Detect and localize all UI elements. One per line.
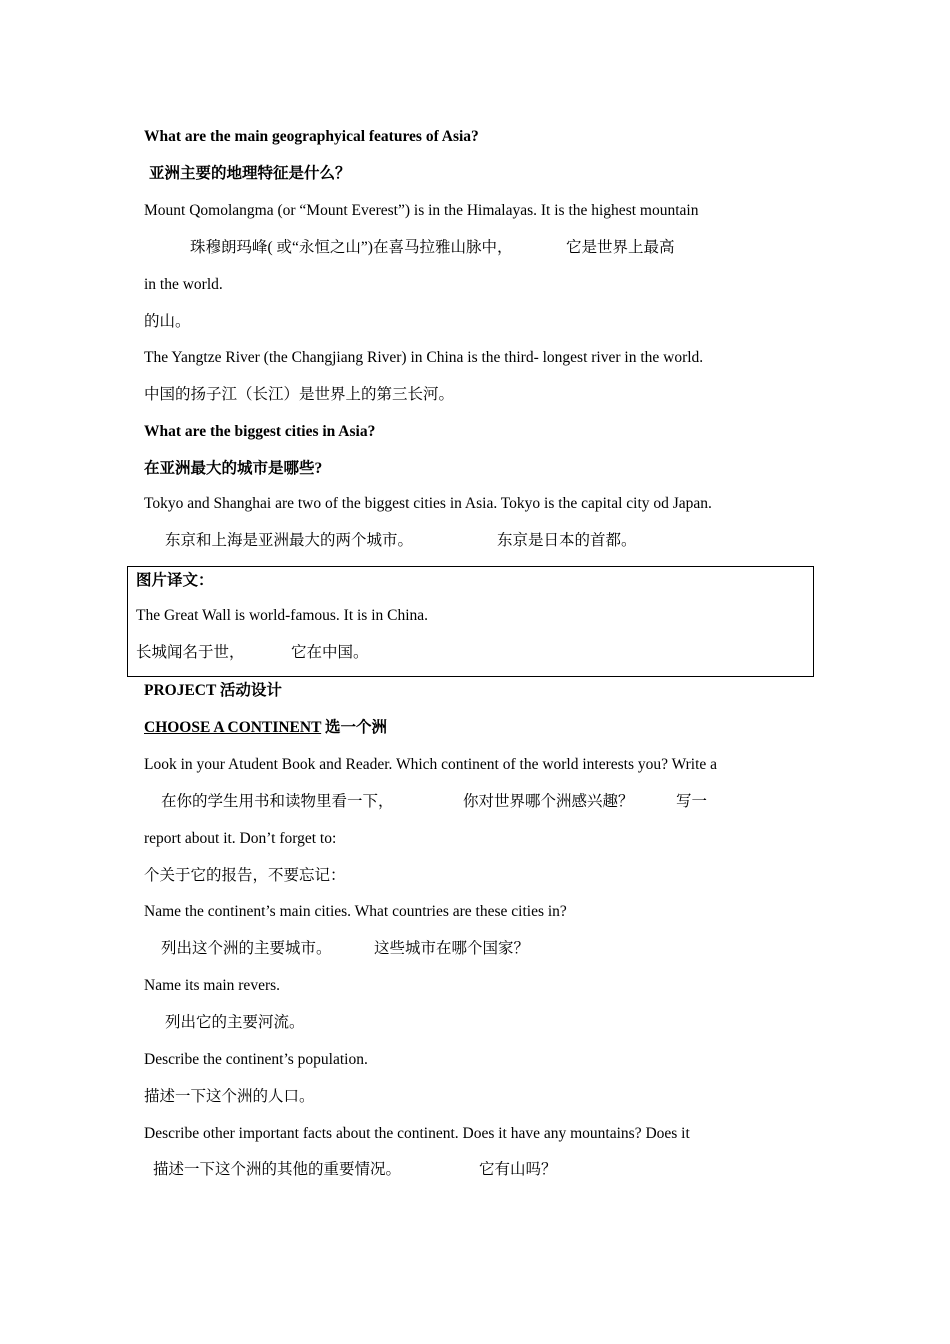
project-line-5-en: Describe the continent’s population. [144, 1051, 368, 1068]
picture-translation-en: The Great Wall is world-famous. It is in China. [136, 607, 429, 624]
picture-translation-cn-part2: 它在中国。 [291, 644, 369, 661]
paragraph-qomolangma-en-end: in the world. [144, 276, 223, 293]
question-geographical-features-en: What are the main geographyical features of Asia? [144, 128, 479, 145]
picture-translation-cn-part1: 长城闻名于世， [136, 644, 245, 661]
picture-translation-box [127, 566, 814, 677]
paragraph-yangtze-cn: 中国的扬子江（长江）是世界上的第三长河。 [144, 386, 455, 403]
project-line-5-cn: 描述一下这个洲的人口。 [144, 1088, 315, 1105]
project-line-4-cn: 列出它的主要河流。 [165, 1014, 305, 1031]
project-line-6-cn-part1: 描述一下这个洲的其他的重要情况。 [153, 1161, 402, 1178]
project-line-6-cn-part2: 它有山吗？ [479, 1161, 557, 1178]
paragraph-qomolangma-en: Mount Qomolangma (or “Mount Everest”) is in the Himalayas. It is the highest mountain [144, 202, 699, 219]
project-line-3-cn-part1: 列出这个洲的主要城市。 [161, 940, 332, 957]
project-line-1-cn-part1: 在你的学生用书和读物里看一下， [161, 793, 394, 810]
project-line-1-cn-part3: 写一 [676, 793, 708, 810]
project-line-6-en: Describe other important facts about the continent. Does it have any mountains? Does it [144, 1125, 690, 1142]
project-subheading [144, 718, 387, 738]
project-line-1-cn-part2: 你对世界哪个洲感兴趣？ [463, 793, 634, 810]
project-subheading-en: CHOOSE A CONTINENT [144, 719, 322, 736]
project-line-1-en: Look in your Atudent Book and Reader. Which continent of the world interests you? Write a [144, 756, 718, 773]
project-line-2-cn: 个关于它的报告，不要忘记： [144, 867, 346, 884]
question-biggest-cities-cn: 在亚洲最大的城市是哪些? [144, 460, 323, 477]
project-line-4-en: Name its main revers. [144, 977, 281, 994]
paragraph-qomolangma-cn-end: 的山。 [144, 313, 191, 330]
paragraph-yangtze-en: The Yangtze River (the Changjiang River) in China is the third- longest river in the world. [144, 349, 704, 366]
paragraph-tokyo-en: Tokyo and Shanghai are two of the biggest cities in Asia. Tokyo is the capital city od Japan. [144, 495, 712, 512]
paragraph-tokyo-cn-part1: 东京和上海是亚洲最大的两个城市。 [165, 532, 414, 549]
question-biggest-cities-en: What are the biggest cities in Asia? [144, 423, 376, 440]
project-line-3-en: Name the continent’s main cities. What countries are these cities in? [144, 903, 567, 920]
project-subheading-cn: 选一个洲 [321, 719, 388, 736]
paragraph-qomolangma-cn-part2: 它是世界上最高 [566, 239, 675, 256]
project-heading: PROJECT 活动设计 [144, 682, 282, 699]
project-line-2-en: report about it. Don’t forget to: [144, 830, 337, 847]
question-geographical-features-cn: 亚洲主要的地理特征是什么？ [149, 165, 351, 182]
paragraph-tokyo-cn-part2: 东京是日本的首都。 [497, 532, 637, 549]
paragraph-qomolangma-cn-part1: 珠穆朗玛峰( 或“永恒之山”)在喜马拉雅山脉中， [190, 239, 513, 256]
picture-translation-title: 图片译文： [136, 572, 214, 589]
project-line-3-cn-part2: 这些城市在哪个国家？ [374, 940, 530, 957]
